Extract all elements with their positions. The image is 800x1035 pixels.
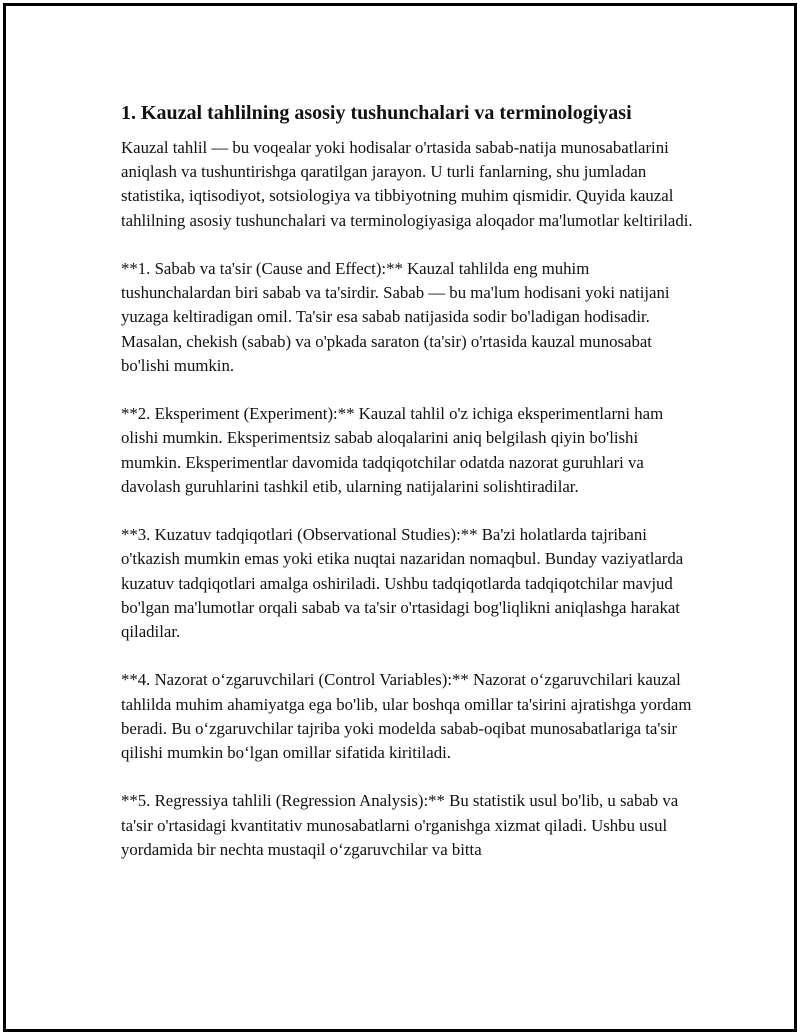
document-body bbox=[121, 101, 701, 886]
page-frame bbox=[3, 3, 797, 1032]
paragraph-observational-studies: **3. Kuzatuv tadqiqotlari (Observational Studies):** Ba'zi holatlarda tajribani o'tkazish mumkin emas yoki etika nuqtai nazaridan nomaqbul. Bunday vaziyatlarda kuzatuv tadqiqotlari amalga oshiriladi. Ushbu tadqiqotlarda tadqiqotchilar mavjud bo'lgan ma'lumotlar orqali sabab va ta'sir o'rtasidagi bog'liqlikni aniqlashga harakat qiladilar. bbox=[121, 525, 684, 642]
document-title: 1. Kauzal tahlilning asosiy tushunchalari va terminologiyasi bbox=[121, 102, 632, 124]
paragraph-experiment: **2. Eksperiment (Experiment):** Kauzal tahlil o'z ichiga eksperimentlarni ham olishi mumkin. Eksperimentsiz sabab aloqalarini aniq belgilash qiyin bo'lishi mumkin. Eksperimentlar davomida tadqiqotchilar odatda nazorat guruhlari va davolash guruhlarini tashkil etib, ularning natijalarini solishtiradilar. bbox=[121, 404, 664, 496]
paragraph-cause-effect: **1. Sabab va ta'sir (Cause and Effect):** Kauzal tahlilda eng muhim tushunchalardan biri sabab va ta'sirdir. Sabab — bu ma'lum hodisani yoki natijani yuzaga keltiradigan omil. Ta'sir esa sabab natijasida sodir bo'ladigan hodisadir. Masalan, chekish (sabab) va o'pkada saraton (ta'sir) o'rtasida kauzal munosabat bo'lishi mumkin. bbox=[121, 259, 670, 375]
paragraph-regression-analysis: **5. Regressiya tahlili (Regression Analysis):** Bu statistik usul bo'lib, u sabab va ta'sir o'rtasidagi kvantitativ munosabatlarni o'rganishga xizmat qiladi. Ushbu usul yordamida bir nechta mustaqil oʻzgaruvchilar va bitta bbox=[121, 791, 679, 859]
paragraph-control-variables: **4. Nazorat oʻzgaruvchilari (Control Variables):** Nazorat oʻzgaruvchilari kauzal tahlilda muhim ahamiyatga ega bo'lib, ular boshqa omillar ta'sirini ajratishga yordam beradi. Bu oʻzgaruvchilar tajriba yoki modelda sabab-oqibat munosabatlariga ta'sir qilishi mumkin boʻlgan omillar sifatida kiritiladi. bbox=[121, 670, 692, 763]
paragraph-intro: Kauzal tahlil — bu voqealar yoki hodisalar o'rtasida sabab-natija munosabatlarini aniqlash va tushuntirishga qaratilgan jarayon. U turli fanlarning, shu jumladan statistika, iqtisodiyot, sotsiologiya va tibbiyotning muhim qismidir. Quyida kauzal tahlilning asosiy tushunchalari va terminologiyasiga aloqador ma'lumotlar keltiriladi. bbox=[121, 138, 693, 230]
